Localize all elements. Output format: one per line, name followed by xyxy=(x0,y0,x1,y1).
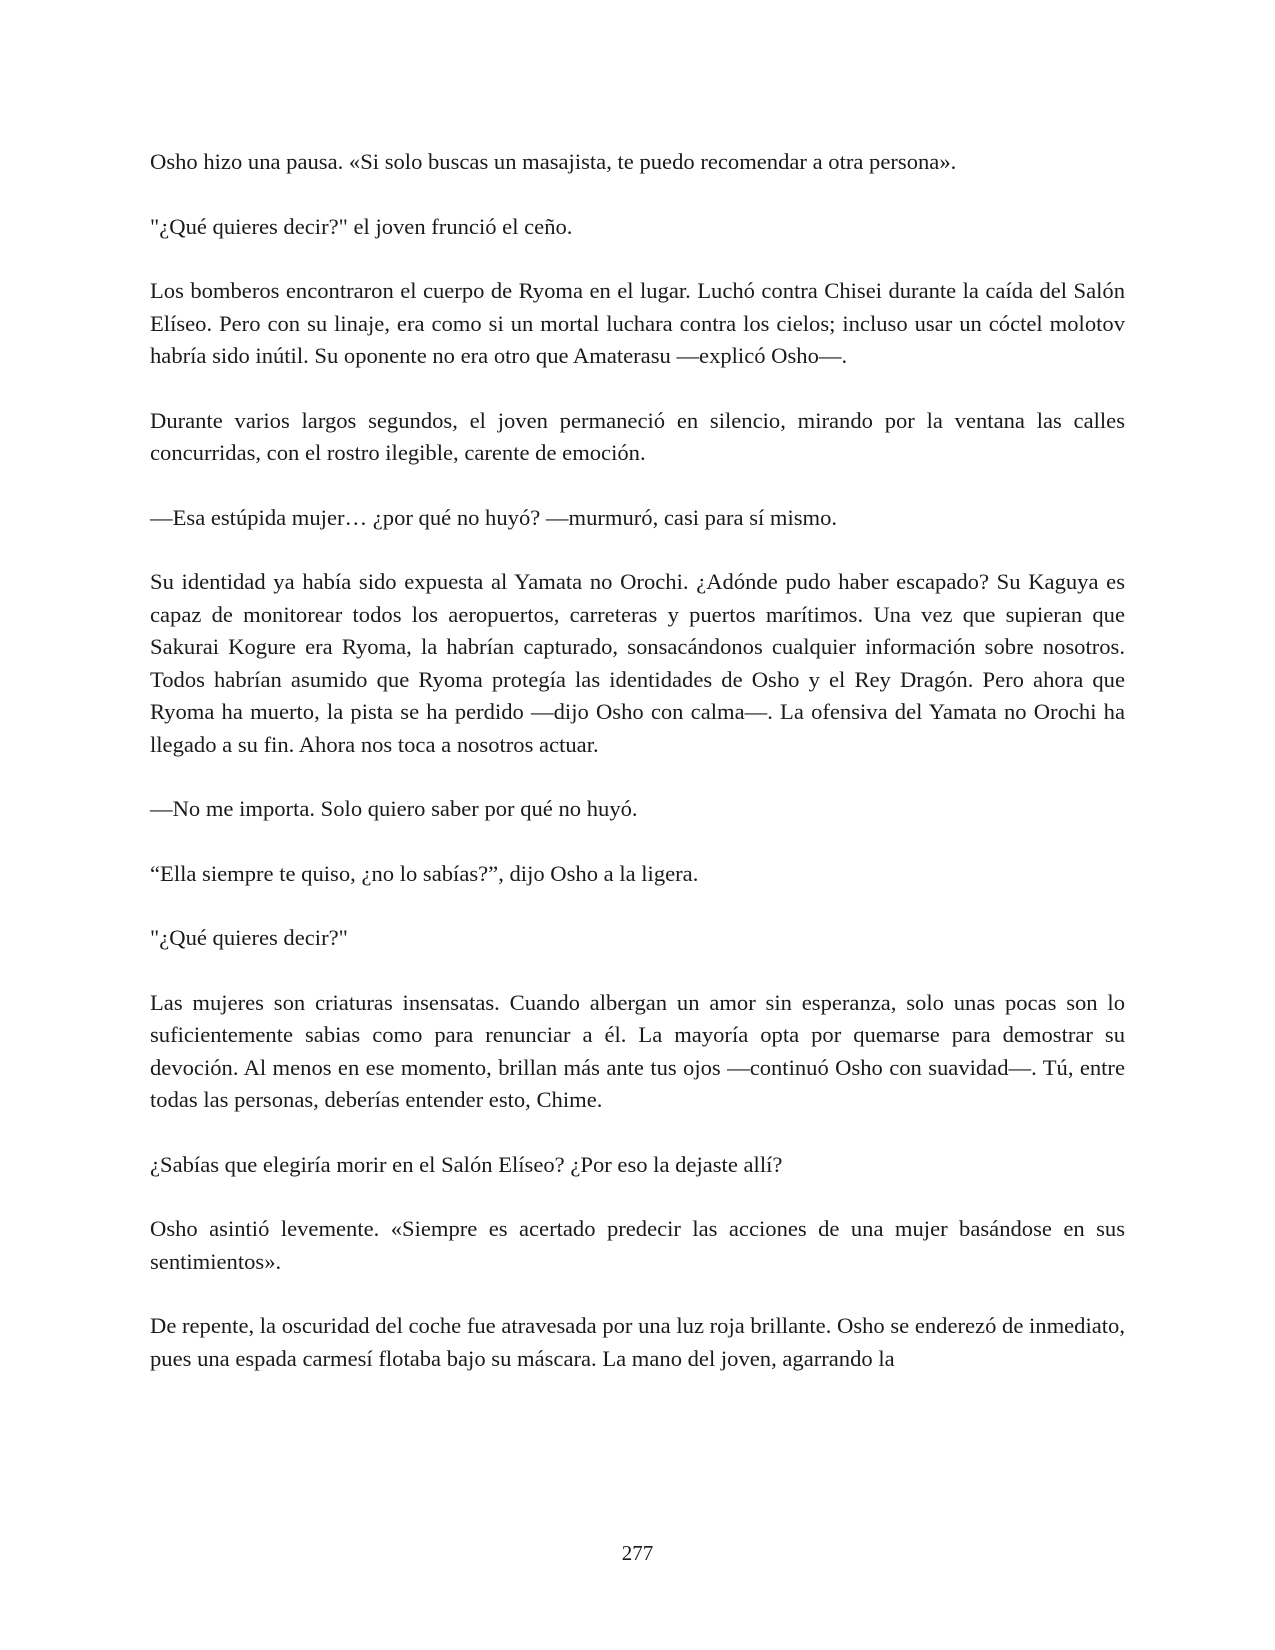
paragraph: Durante varios largos segundos, el joven permaneció en silencio, mirando por la ventana las calles concurridas, con el rostro ilegible, carente de emoción. xyxy=(150,407,1125,465)
page-number: 277 xyxy=(621,1541,654,1565)
paragraph: ¿Sabías que elegiría morir en el Salón Elíseo? ¿Por eso la dejaste allí? xyxy=(150,1151,783,1177)
paragraph: De repente, la oscuridad del coche fue atravesada por una luz roja brillante. Osho se enderezó de inmediato, pues una espada carmesí flotaba bajo su máscara. La mano del joven, agarrando la xyxy=(150,1313,1125,1371)
paragraph: “Ella siempre te quiso, ¿no lo sabías?”, dijo Osho a la ligera. xyxy=(150,860,699,886)
paragraph: Los bomberos encontraron el cuerpo de Ryoma en el lugar. Luchó contra Chisei durante la caída del Salón Elíseo. Pero con su linaje, era como si un mortal luchara contra los cielos; incluso usar un cóctel molotov habría sido inútil. Su oponente no era otro que Amaterasu —explicó Osho—. xyxy=(150,278,1125,368)
paragraph: Su identidad ya había sido expuesta al Yamata no Orochi. ¿Adónde pudo haber escapado? Su Kaguya es capaz de monitorear todos los aeropuertos, carreteras y puertos marítimos. Una vez que supieran que Sakurai Kogure era Ryoma, la habrían capturado, sonsacándonos cualquier información sobre nosotros. Todos habrían asumido que Ryoma protegía las identidades de Osho y el Rey Dragón. Pero ahora que Ryoma ha muerto, la pista se ha perdido —dijo Osho con calma—. La ofensiva del Yamata no Orochi ha llegado a su fin. Ahora nos toca a nosotros actuar. xyxy=(150,569,1125,757)
paragraph: —Esa estúpida mujer… ¿por qué no huyó? —murmuró, casi para sí mismo. xyxy=(150,504,838,530)
paragraph: Osho hizo una pausa. «Si solo buscas un masajista, te puedo recomendar a otra persona». xyxy=(150,149,957,174)
paragraph: —No me importa. Solo quiero saber por qué no huyó. xyxy=(150,796,638,821)
paragraph: "¿Qué quieres decir?" xyxy=(150,925,348,950)
paragraph: Las mujeres son criaturas insensatas. Cuando albergan un amor sin esperanza, solo unas pocas son lo suficientemente sabias como para renunciar a él. La mayoría opta por quemarse para demostrar su devoción. Al menos en ese momento, brillan más ante tus ojos —continuó Osho con suavidad—. Tú, entre todas las personas, deberías entender esto, Chime. xyxy=(150,989,1125,1112)
paragraph: Osho asintió levemente. «Siempre es acertado predecir las acciones de una mujer basándose en sus sentimientos». xyxy=(150,1216,1125,1274)
body-text xyxy=(150,146,1125,1407)
paragraph: "¿Qué quieres decir?" el joven frunció el ceño. xyxy=(150,213,573,239)
